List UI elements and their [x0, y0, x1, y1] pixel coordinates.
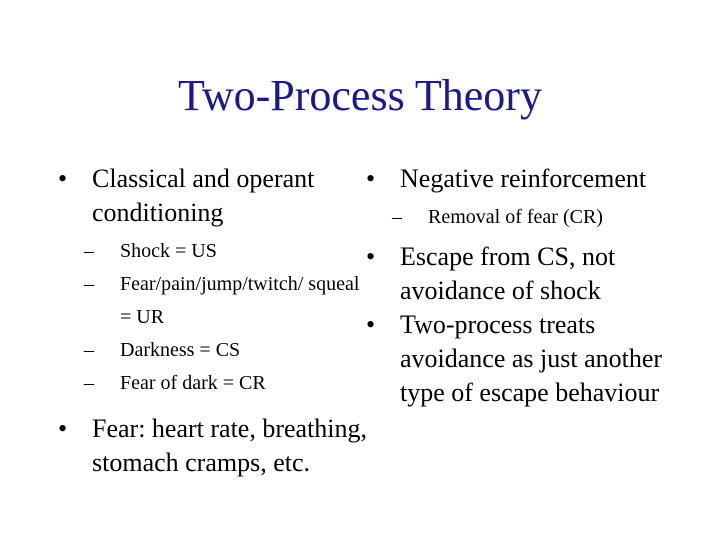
bullet-text: Fear: heart rate, breathing, stomach cramps, etc. — [92, 414, 368, 477]
bullet-fear-symptoms — [58, 412, 370, 480]
bullet-text: Two-process treats avoidance as just another type of escape behaviour — [400, 310, 663, 407]
bullet-escape-from-cs — [366, 240, 666, 308]
right-column — [366, 162, 666, 410]
dash-marker: – — [392, 206, 402, 228]
bullet-marker: • — [366, 242, 376, 271]
sub-bullet-fear-ur — [58, 268, 370, 334]
bullet-text: Classical and operant conditioning — [92, 164, 315, 227]
bullet-classical-operant — [58, 162, 370, 230]
dash-marker: – — [84, 339, 94, 361]
bullet-negative-reinforcement — [366, 162, 666, 196]
bullet-text: Negative reinforcement — [400, 164, 647, 193]
sub-bullet-shock-us — [58, 235, 370, 268]
sub-bullet-darkness-cs — [58, 334, 370, 367]
bullet-marker: • — [366, 164, 376, 193]
dash-marker: – — [84, 273, 94, 295]
sub-bullet-text: Fear/pain/jump/twitch/ squeal = UR — [120, 273, 360, 328]
dash-marker: – — [84, 240, 94, 262]
slide-title: Two-Process Theory — [178, 71, 542, 120]
sub-bullet-fear-cr — [58, 367, 370, 400]
sub-bullet-text: Removal of fear (CR) — [428, 206, 603, 228]
bullet-marker: • — [58, 414, 68, 443]
bullet-marker: • — [58, 164, 68, 193]
sub-bullet-text: Fear of dark = CR — [120, 372, 266, 394]
sub-bullet-removal-of-fear — [366, 201, 666, 234]
sub-bullet-text: Darkness = CS — [120, 339, 241, 361]
bullet-marker: • — [366, 310, 376, 339]
left-column — [58, 162, 370, 480]
dash-marker: – — [84, 372, 94, 394]
sub-bullet-text: Shock = US — [120, 240, 217, 262]
bullet-two-process-treats — [366, 308, 666, 410]
bullet-text: Escape from CS, not avoidance of shock — [400, 242, 616, 305]
